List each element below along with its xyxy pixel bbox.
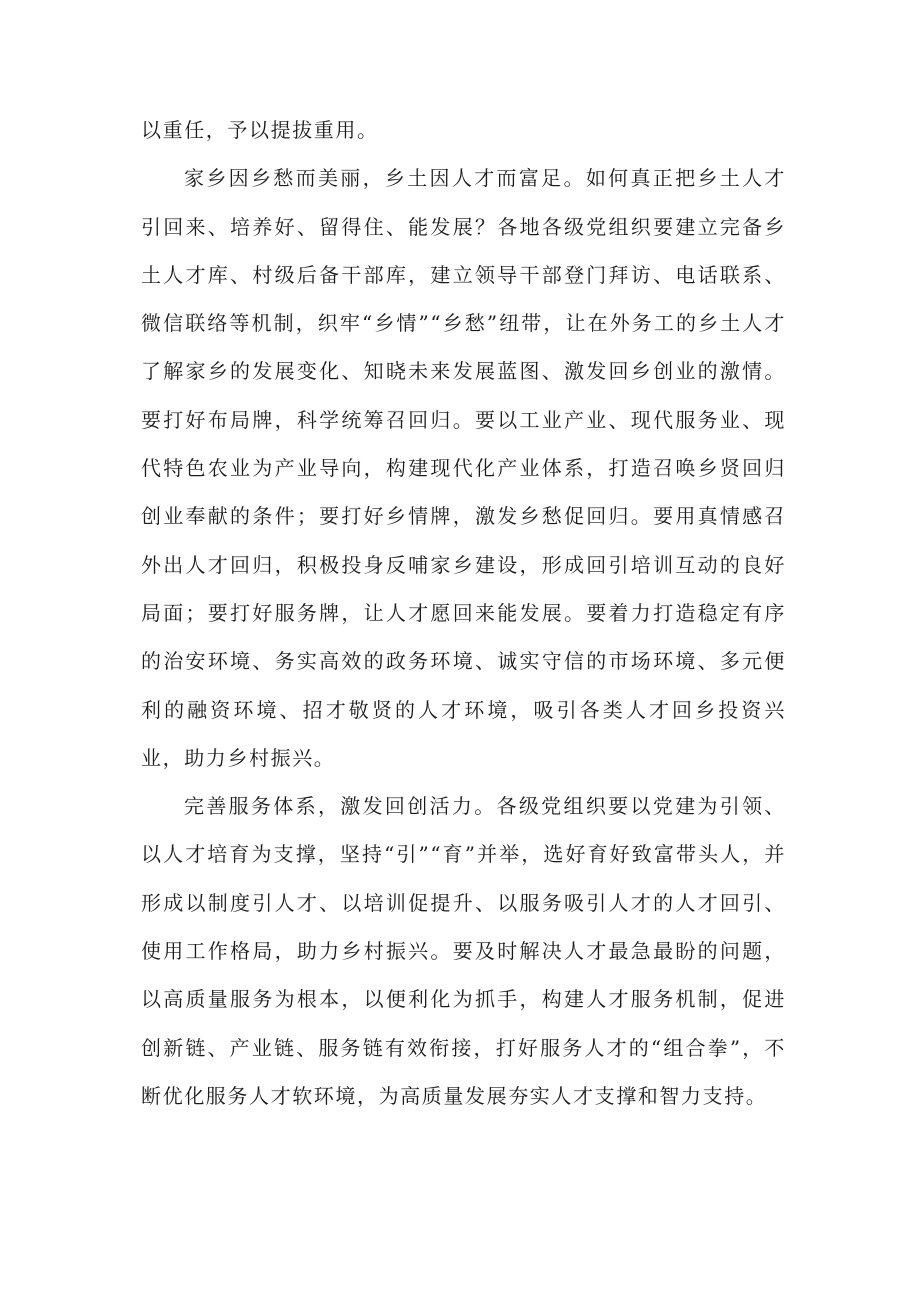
document-body xyxy=(141,106,786,1120)
paragraph-service-system: 完善服务体系，激发回创活力。各级党组织要以党建为引领、以人才培育为支撑，坚持“引”“育”并举，选好育好致富带头人，并形成以制度引人才、以培训促提升、以服务吸引人才的人才回引、使用工作格局，助力乡村振兴。要及时解决人才最急最盼的问题，以高质量服务为根本，以便利化为抓手，构建人才服务机制，促进创新链、产业链、服务链有效衔接，打好服务人才的“组合拳”，不断优化服务人才软环境，为高质量发展夯实人才支撑和智力支持。 xyxy=(141,794,786,1108)
paragraph-talent-return: 家乡因乡愁而美丽，乡土因人才而富足。如何真正把乡土人才引回来、培养好、留得住、能发展？各地各级党组织要建立完备乡土人才库、村级后备干部库，建立领导干部登门拜访、电话联系、微信联络等机制，织牢“乡情”“乡愁”纽带，让在外务工的乡土人才了解家乡的发展变化、知晓未来发展蓝图、激发回乡创业的激情。要打好布局牌，科学统筹召回归。要以工业产业、现代服务业、现代特色农业为产业导向，构建现代化产业体系，打造召唤乡贤回归创业奉献的条件；要打好乡情牌，激发乡愁促回归。要用真情感召外出人才回归，积极投身反哺家乡建设，形成回引培训互动的良好局面；要打好服务牌，让人才愿回来能发展。要着力打造稳定有序的治安环境、务实高效的政务环境、诚实守信的市场环境、多元便利的融资环境、招才敬贤的人才环境，吸引各类人才回乡投资兴业，助力乡村振兴。 xyxy=(141,166,786,770)
paragraph-continuation: 以重任，予以提拔重用。 xyxy=(141,118,379,142)
